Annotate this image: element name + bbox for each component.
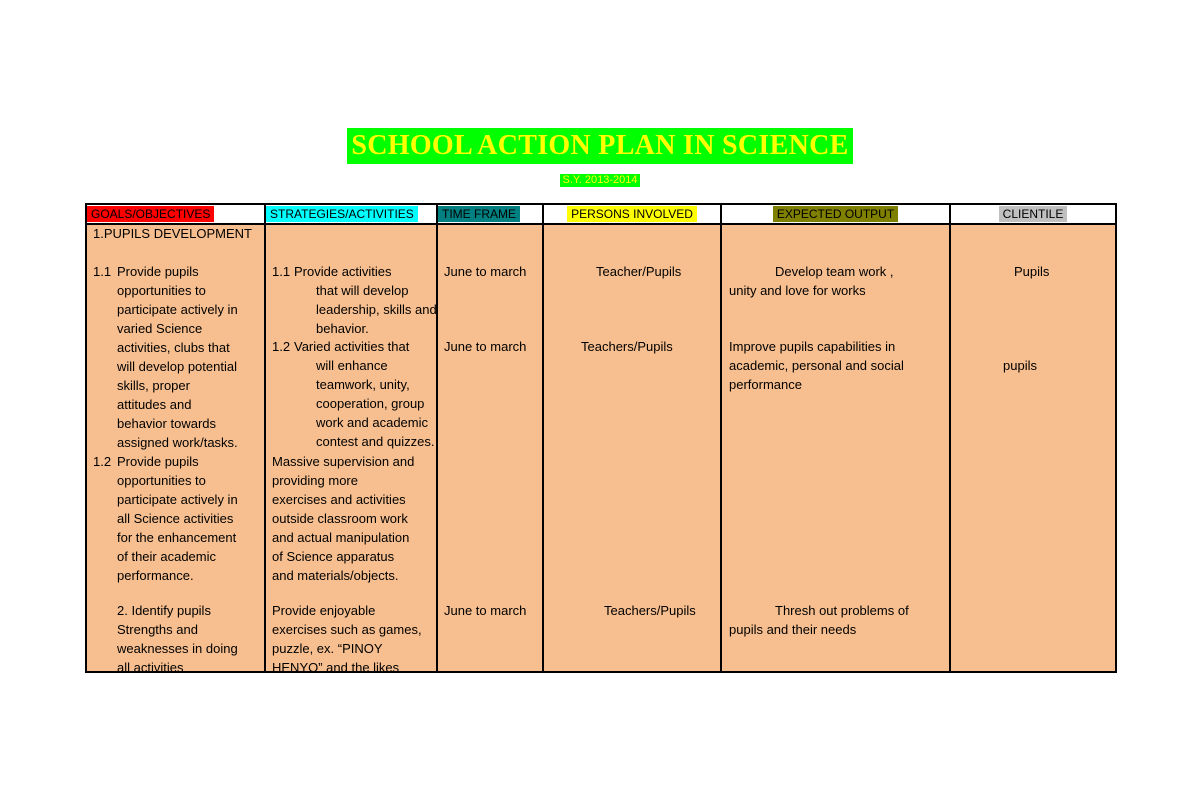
action-plan-table [85,203,1117,673]
strategy-supervision: Massive supervision and providing more exercises and activities outside classroom work and actual manipulation of Science apparatus and materials/objects. [272,454,415,583]
strategies-cell [265,224,437,675]
expected-output-cell [721,224,950,672]
school-year-wrap [0,170,1200,188]
goal-number: 1.2 [93,454,112,469]
strategy-1-2: Varied activities that will enhance teamwork, unity, cooperation, group work and academic contest and quizzes. [294,339,435,449]
header-label: PERSONS INVOLVED [567,206,697,222]
clientele-text: pupils [1003,358,1037,373]
persons-text: Teachers/Pupils [581,339,673,354]
header-label: STRATEGIES/ACTIVITIES [266,206,418,222]
header-time-frame [437,204,543,224]
section-title: 1.PUPILS DEVELOPMENT [93,226,252,241]
header-label: CLIENTILE [999,206,1068,222]
header-persons [543,204,721,224]
strategy-1-1: Provide activities that will develop leadership, skills and behavior. [294,264,437,336]
header-goals [86,204,265,224]
school-year: S.Y. 2013-2014 [562,174,638,186]
persons-text: Teacher/Pupils [596,264,682,279]
goal-1-2: Provide pupils opportunities to participate actively in all Science activities for the enhancement of their academic performance. [117,454,238,583]
header-row [86,204,1116,224]
header-expected-output [721,204,950,224]
goal-2: 2. Identify pupils Strengths and weaknesses in doing all activities [117,603,238,675]
persons-text: Teachers/Pupils [604,603,696,618]
goal-number: 1.1 [93,264,112,279]
time-frame-text: June to march [444,603,527,618]
goal-1-1: Provide pupils opportunities to participate actively in varied Science activities, clubs that will develop potential skills, proper attitudes and behavior towards assigned work/tasks. [117,264,238,450]
header-label: EXPECTED OUTPUT [773,206,898,222]
persons-cell [543,224,721,672]
time-frame-text: June to march [444,264,527,279]
page-title: SCHOOL ACTION PLAN IN SCIENCE [347,128,852,164]
output-1: Develop team work , unity and love for works [729,264,894,298]
header-label: GOALS/OBJECTIVES [87,206,214,222]
time-frame-text: June to march [444,339,527,354]
output-3: Thresh out problems of pupils and their needs [729,603,909,637]
time-frame-cell [437,224,543,672]
goals-cell [86,224,265,675]
header-label: TIME FRAME [438,206,520,222]
output-2: Improve pupils capabilities in academic, personal and social performance [729,339,904,392]
clientele-cell [950,224,1116,672]
header-strategies [265,204,437,224]
table-row [86,224,1116,672]
strategy-games: Provide enjoyable exercises such as games, puzzle, ex. “PINOY HENYO” and the likes [272,603,422,675]
strategy-number: 1.2 [272,339,291,354]
strategy-number: 1.1 [272,264,291,279]
header-clientele [950,204,1116,224]
title-wrap [0,128,1200,164]
clientele-text: Pupils [1014,264,1050,279]
